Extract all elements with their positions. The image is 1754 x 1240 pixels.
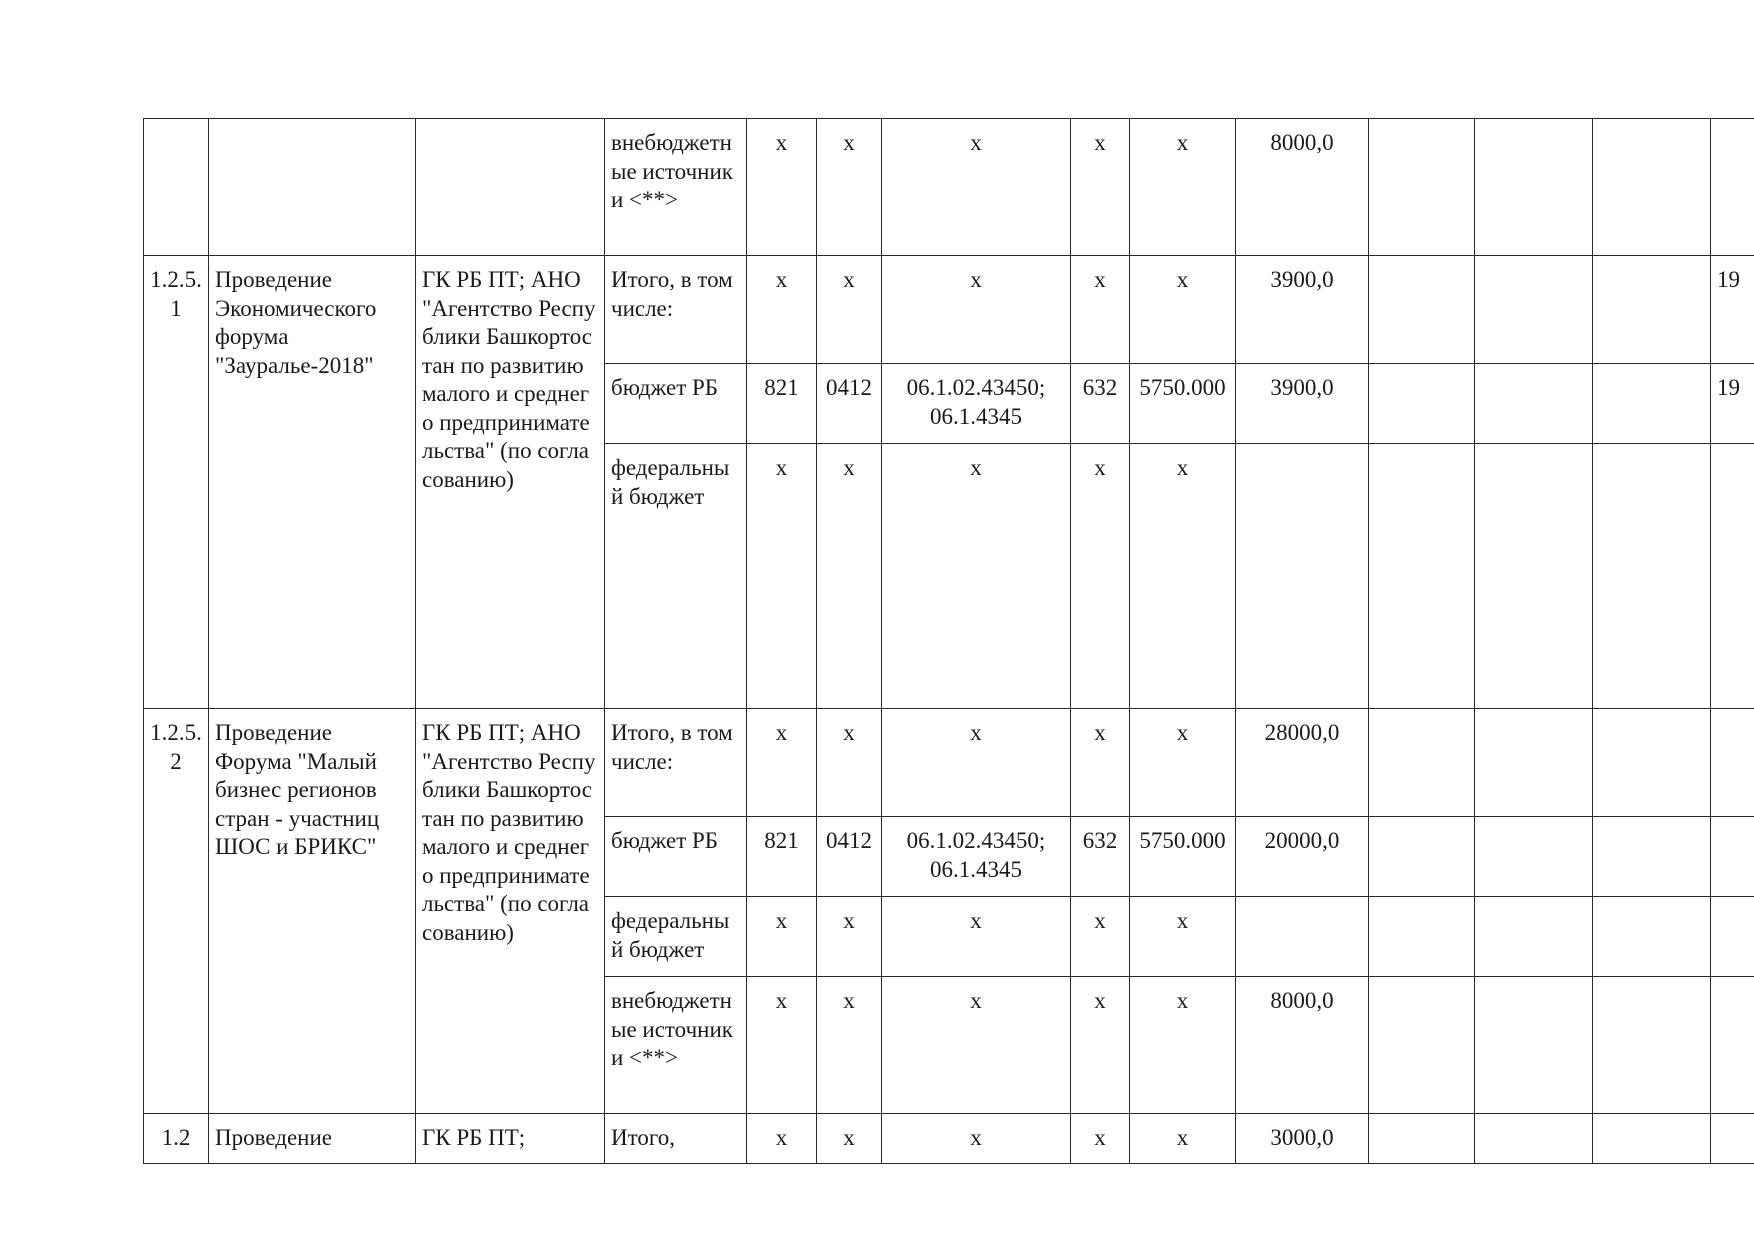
cell-kosgu: 5750.000: [1130, 364, 1236, 444]
cell-y2019: [1369, 1114, 1475, 1164]
cell-vr: х: [1071, 709, 1130, 817]
cell-executor: ГК РБ ПТ;: [416, 1114, 605, 1164]
cell-kosgu: х: [1130, 256, 1236, 364]
cell-y2019: [1369, 364, 1475, 444]
cell-y2018: 8000,0: [1236, 977, 1369, 1114]
cell-kosgu: х: [1130, 977, 1236, 1114]
cell-y2021: [1593, 897, 1711, 977]
cell-y2020: [1475, 709, 1593, 817]
cell-rzpr: х: [817, 444, 882, 709]
cell-y2021: [1593, 256, 1711, 364]
table-row: [144, 1114, 1754, 1164]
cell-y2018: 3000,0: [1236, 1114, 1369, 1164]
cell-y2021: [1593, 817, 1711, 897]
cell-rzpr: х: [817, 1114, 882, 1164]
cell-csr: 06.1.02.43450; 06.1.4345: [882, 364, 1071, 444]
cell-source: Итого, в том числе:: [605, 709, 747, 817]
cell-y2018: 20000,0: [1236, 817, 1369, 897]
cell-vr: х: [1071, 977, 1130, 1114]
cell-y2020: [1475, 817, 1593, 897]
cell-y2019: [1369, 709, 1475, 817]
cell-y2020: [1475, 256, 1593, 364]
cell-y2020: [1475, 444, 1593, 709]
cell-csr: х: [882, 119, 1071, 256]
cell-source: внебюджетные источники <**>: [605, 119, 747, 256]
cell-y2018: 8000,0: [1236, 119, 1369, 256]
cell-total: [1711, 817, 1754, 897]
cell-y2019: [1369, 444, 1475, 709]
cell-executor: [416, 119, 605, 256]
cell-y2021: [1593, 119, 1711, 256]
budget-table: [143, 118, 1754, 1164]
cell-y2021: [1593, 364, 1711, 444]
cell-vr: х: [1071, 897, 1130, 977]
cell-grbs: х: [747, 977, 817, 1114]
cell-name: [209, 119, 416, 256]
cell-rzpr: х: [817, 256, 882, 364]
cell-num: 1.2: [144, 1114, 209, 1164]
cell-grbs: х: [747, 444, 817, 709]
cell-y2020: [1475, 977, 1593, 1114]
cell-total: [1711, 444, 1754, 709]
cell-vr: х: [1071, 119, 1130, 256]
cell-csr: х: [882, 709, 1071, 817]
cell-csr: х: [882, 444, 1071, 709]
cell-grbs: х: [747, 709, 817, 817]
cell-executor: ГК РБ ПТ; АНО "Агентство Республики Башкортостан по развитию малого и среднего предпринимательства" (по согласованию): [416, 709, 605, 1114]
cell-y2020: [1475, 897, 1593, 977]
cell-num: 1.2.5.1: [144, 256, 209, 709]
cell-kosgu: 5750.000: [1130, 817, 1236, 897]
cell-y2019: [1369, 977, 1475, 1114]
cell-csr: х: [882, 1114, 1071, 1164]
cell-y2021: [1593, 444, 1711, 709]
cell-grbs: х: [747, 256, 817, 364]
cell-kosgu: х: [1130, 897, 1236, 977]
cell-source: федеральный бюджет: [605, 897, 747, 977]
cell-y2018: [1236, 897, 1369, 977]
cell-y2020: [1475, 119, 1593, 256]
cell-rzpr: х: [817, 119, 882, 256]
cell-y2019: [1369, 897, 1475, 977]
cell-csr: 06.1.02.43450; 06.1.4345: [882, 817, 1071, 897]
cell-total: 19: [1711, 364, 1754, 444]
cell-vr: х: [1071, 256, 1130, 364]
cell-rzpr: 0412: [817, 364, 882, 444]
cell-y2019: [1369, 119, 1475, 256]
cell-total: [1711, 897, 1754, 977]
cell-csr: х: [882, 977, 1071, 1114]
cell-vr: 632: [1071, 364, 1130, 444]
table-row: [144, 256, 1754, 364]
cell-rzpr: х: [817, 709, 882, 817]
cell-csr: х: [882, 897, 1071, 977]
cell-kosgu: х: [1130, 709, 1236, 817]
cell-kosgu: х: [1130, 444, 1236, 709]
cell-y2019: [1369, 817, 1475, 897]
cell-vr: 632: [1071, 817, 1130, 897]
cell-y2021: [1593, 709, 1711, 817]
cell-y2018: [1236, 444, 1369, 709]
cell-kosgu: х: [1130, 119, 1236, 256]
cell-name: Проведение Экономического форума "Зауралье-2018": [209, 256, 416, 709]
cell-y2018: 3900,0: [1236, 364, 1369, 444]
cell-y2020: [1475, 1114, 1593, 1164]
cell-name: Проведение: [209, 1114, 416, 1164]
cell-vr: х: [1071, 444, 1130, 709]
cell-source: бюджет РБ: [605, 364, 747, 444]
cell-y2018: 3900,0: [1236, 256, 1369, 364]
cell-grbs: 821: [747, 817, 817, 897]
cell-source: бюджет РБ: [605, 817, 747, 897]
cell-total: [1711, 709, 1754, 817]
cell-y2021: [1593, 977, 1711, 1114]
cell-source: Итого,: [605, 1114, 747, 1164]
cell-name: Проведение Форума "Малый бизнес регионов стран - участниц ШОС и БРИКС": [209, 709, 416, 1114]
cell-rzpr: х: [817, 977, 882, 1114]
cell-vr: х: [1071, 1114, 1130, 1164]
cell-executor: ГК РБ ПТ; АНО "Агентство Республики Башкортостан по развитию малого и среднего предпринимательства" (по согласованию): [416, 256, 605, 709]
cell-num: [144, 119, 209, 256]
cell-total: 19: [1711, 256, 1754, 364]
cell-y2019: [1369, 256, 1475, 364]
cell-grbs: х: [747, 1114, 817, 1164]
cell-grbs: 821: [747, 364, 817, 444]
cell-total: [1711, 1114, 1754, 1164]
table-row: [144, 119, 1754, 256]
cell-num: 1.2.5.2: [144, 709, 209, 1114]
cell-source: внебюджетные источники <**>: [605, 977, 747, 1114]
cell-y2018: 28000,0: [1236, 709, 1369, 817]
cell-grbs: х: [747, 897, 817, 977]
cell-grbs: х: [747, 119, 817, 256]
cell-y2020: [1475, 364, 1593, 444]
cell-y2021: [1593, 1114, 1711, 1164]
cell-total: [1711, 119, 1754, 256]
table-row: [144, 709, 1754, 817]
cell-csr: х: [882, 256, 1071, 364]
cell-rzpr: х: [817, 897, 882, 977]
cell-total: [1711, 977, 1754, 1114]
cell-rzpr: 0412: [817, 817, 882, 897]
cell-kosgu: х: [1130, 1114, 1236, 1164]
cell-source: федеральный бюджет: [605, 444, 747, 709]
cell-source: Итого, в том числе:: [605, 256, 747, 364]
